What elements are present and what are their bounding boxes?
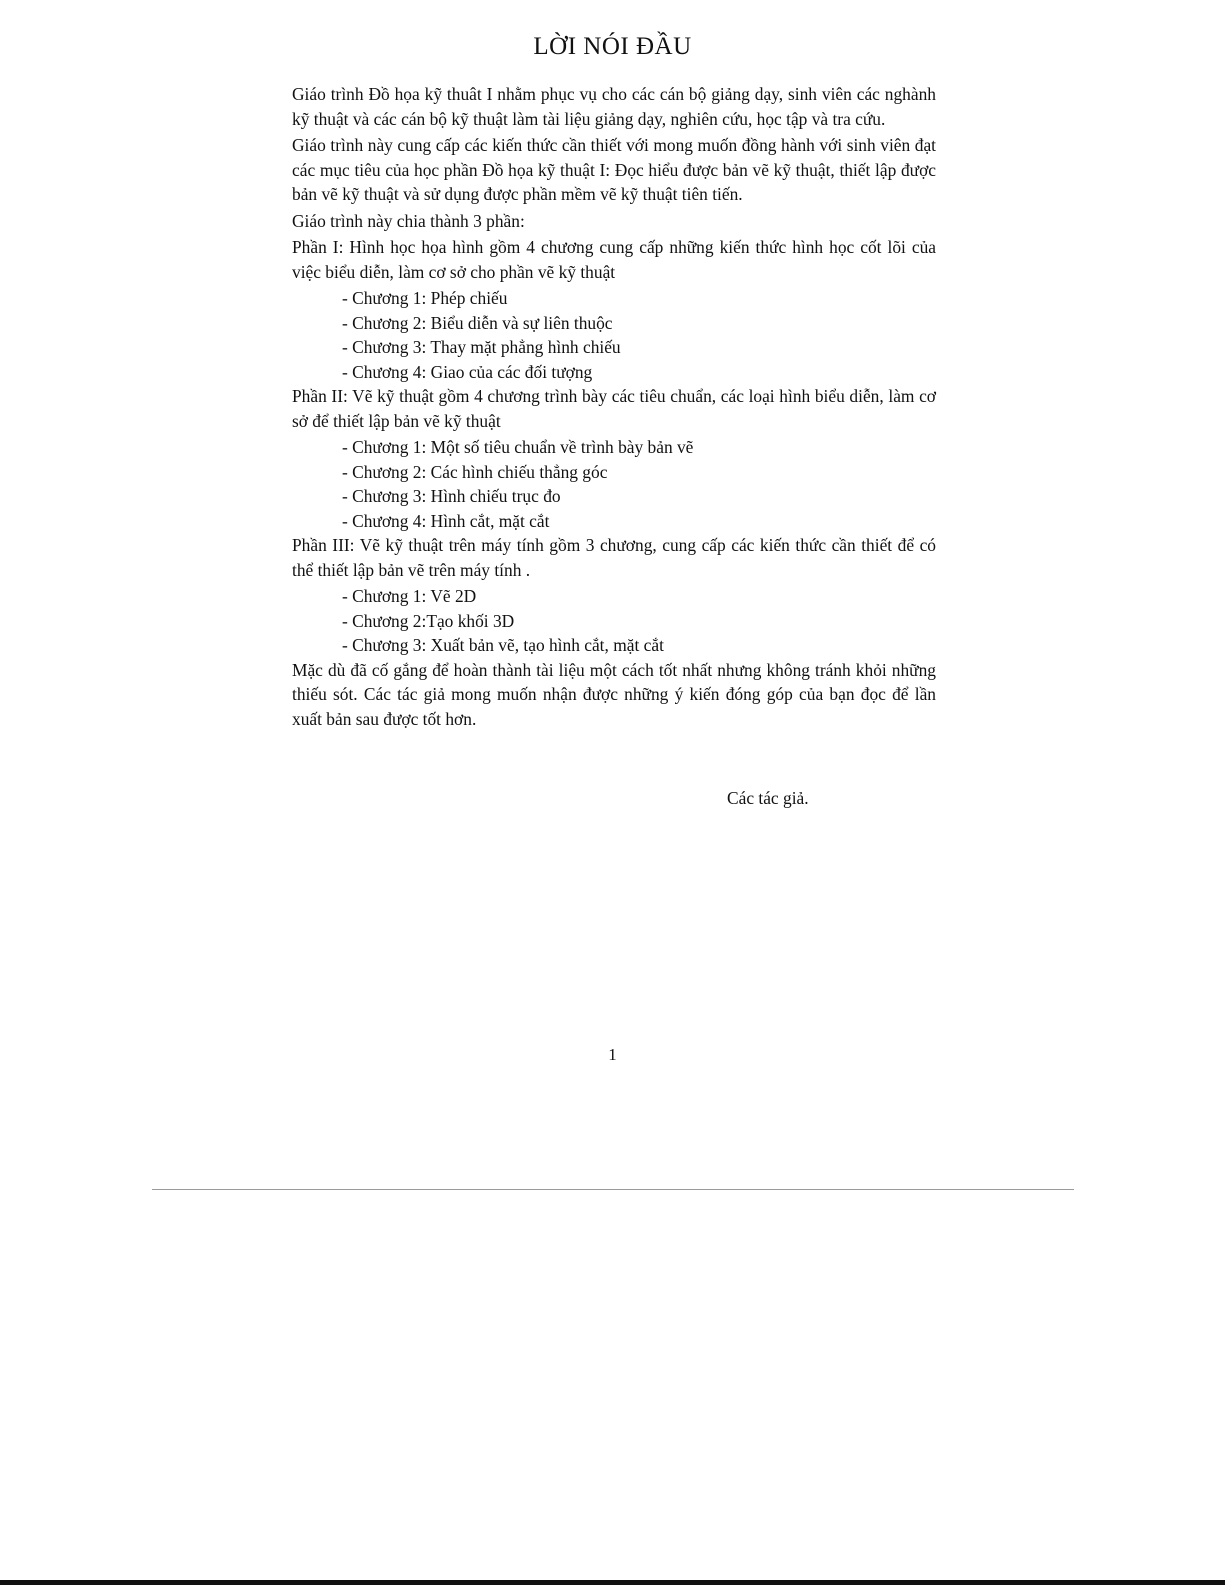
part-2-chapter-list: [292, 435, 936, 533]
part-2-chapter-1: - Chương 1: Một số tiêu chuẩn về trình bày bản vẽ: [342, 437, 694, 457]
part-1-chapter-list: [292, 286, 936, 384]
part-3-chapter-2: - Chương 2:Tạo khối 3D: [342, 610, 515, 631]
part-2-chapter-4: - Chương 4: Hình cắt, mặt cắt: [342, 510, 550, 531]
part-2-chapter-2: - Chương 2: Các hình chiếu thẳng góc: [342, 461, 608, 482]
part-1-heading: Phần I: Hình học họa hình gồm 4 chương cung cấp những kiến thức hình học cốt lõi của việc biểu diễn, làm cơ sở cho phần vẽ kỹ thuật: [292, 237, 936, 282]
part-1-chapter-4: - Chương 4: Giao của các đối tượng: [342, 361, 593, 382]
page-number: 1: [608, 1045, 617, 1064]
intro-paragraph-1: Giáo trình Đồ họa kỹ thuât I nhằm phục vụ cho các cán bộ giảng dạy, sinh viên các nghành kỹ thuật và các cán bộ kỹ thuật làm tài liệu giảng dạy, nghiên cứu, học tập và tra cứu.: [292, 84, 936, 129]
intro-paragraph-2: Giáo trình này cung cấp các kiến thức cần thiết với mong muốn đồng hành với sinh viên đạt các mục tiêu của học phần Đồ họa kỹ thuật I: Đọc hiểu được bản vẽ kỹ thuật, thiết lập được bản vẽ kỹ thuật và sử dụng được phần mềm vẽ kỹ thuật tiên tiến.: [292, 135, 936, 204]
page-title: LỜI NÓI ĐẦU: [533, 33, 692, 60]
part-3-chapter-1: - Chương 1: Vẽ 2D: [342, 586, 477, 606]
part-2-heading: Phần II: Vẽ kỹ thuật gồm 4 chương trình bày các tiêu chuẩn, các loại hình biểu diễn, làm cơ sở để thiết lập bản vẽ kỹ thuật: [292, 386, 936, 431]
page-divider: [152, 1189, 1074, 1190]
body-text: [292, 82, 936, 733]
part-3-chapter-list: [292, 584, 936, 658]
intro-paragraph-3: Giáo trình này chia thành 3 phần:: [292, 210, 525, 231]
part-2-chapter-3: - Chương 3: Hình chiếu trục đo: [342, 486, 561, 506]
part-3-heading: Phần III: Vẽ kỹ thuật trên máy tính gồm 3 chương, cung cấp các kiến thức cần thiết để có thể thiết lập bản vẽ trên máy tính .: [292, 535, 936, 580]
part-1-chapter-1: - Chương 1: Phép chiếu: [342, 288, 508, 308]
closing-paragraph: Mặc dù đã cố gắng để hoàn thành tài liệu một cách tốt nhất nhưng không tránh khỏi những thiếu sót. Các tác giả mong muốn nhận được những ý kiến đóng góp của bạn đọc để lần xuất bản sau được tốt hơn.: [292, 659, 936, 729]
bottom-edge-bar: [0, 1580, 1225, 1585]
part-1-chapter-3: - Chương 3: Thay mặt phẳng hình chiếu: [342, 337, 621, 357]
part-3-chapter-3: - Chương 3: Xuất bản vẽ, tạo hình cắt, mặt cắt: [342, 635, 664, 655]
part-1-chapter-2: - Chương 2: Biểu diễn và sự liên thuộc: [342, 312, 613, 333]
signature: Các tác giả.: [727, 788, 809, 808]
